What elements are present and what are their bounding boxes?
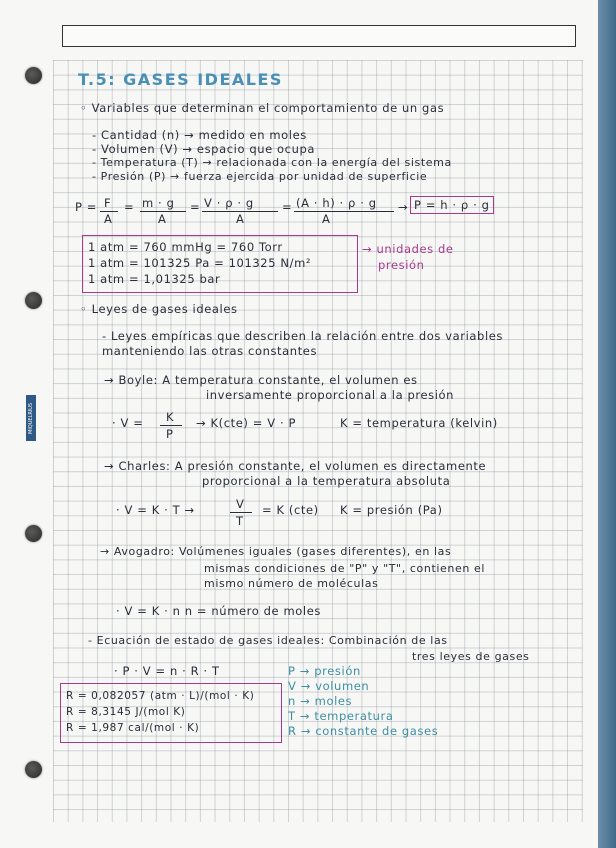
r-value: R = 1,987 cal/(mol · K)	[66, 722, 200, 734]
formula-eq: =	[124, 200, 135, 214]
variable-item: - Temperatura (T) → relacionada con la energía del sistema	[92, 156, 452, 169]
fraction-line	[294, 211, 394, 212]
charles-eq-rest: = K (cte)	[262, 503, 319, 517]
charles-eq-num: V	[236, 497, 245, 511]
page-title: T.5: GASES IDEALES	[78, 70, 283, 89]
charles-eq-den: T	[236, 514, 244, 528]
fraction-line	[230, 512, 252, 513]
header-box	[62, 25, 576, 47]
formula-eq: =	[190, 200, 201, 214]
formula-a: A	[158, 212, 167, 226]
formula-a: A	[236, 212, 245, 226]
section-heading: ◦ Leyes de gases ideales	[80, 302, 238, 316]
binder-hole-icon	[25, 292, 42, 309]
r-value: R = 8,3145 J/(mol K)	[66, 706, 186, 718]
legend-item: T → temperatura	[288, 709, 394, 723]
legend-item: V → volumen	[288, 679, 370, 693]
page-margin-right	[583, 0, 598, 848]
avogadro-text: mismo número de moléculas	[204, 577, 379, 590]
unit-line: 1 atm = 760 mmHg = 760 Torr	[88, 240, 283, 254]
state-eq-text: tres leyes de gases	[412, 650, 530, 663]
formula-arrow: →	[398, 200, 409, 214]
unit-line: 1 atm = 101325 Pa = 101325 N/m²	[88, 256, 312, 270]
boyle-eq-note: K = temperatura (kelvin)	[340, 416, 498, 430]
variable-item: - Cantidad (n) → medido en moles	[92, 128, 307, 142]
variable-item: - Volumen (V) → espacio que ocupa	[92, 142, 316, 156]
boyle-eq-rest: → K(cte) = V · P	[196, 416, 297, 430]
avogadro-text: → Avogadro: Volúmenes iguales (gases diferentes), en las	[100, 545, 452, 558]
formula-a: A	[104, 212, 113, 226]
empirical-text: - Leyes empíricas que describen la relación entre dos variables	[102, 329, 504, 343]
formula-vpg: V · ρ · g	[204, 196, 254, 210]
formula-eq: =	[282, 200, 293, 214]
brand-logo: MIQUELRIUS	[26, 395, 36, 441]
boyle-eq-den: P	[166, 427, 174, 441]
units-label: → unidades de	[362, 242, 454, 256]
intro-text: ◦ Variables que determinan el comportamiento de un gas	[80, 101, 445, 115]
charles-text: → Charles: A presión constante, el volumen es directamente	[104, 459, 487, 473]
boyle-text: inversamente proporcional a la presión	[206, 388, 455, 402]
binder-hole-icon	[25, 761, 42, 778]
formula-p: P =	[75, 200, 98, 214]
avogadro-eq: · V = K · n n = número de moles	[116, 604, 321, 618]
fraction-line	[160, 425, 182, 426]
unit-line: 1 atm = 1,01325 bar	[88, 272, 221, 286]
binder-hole-icon	[25, 525, 42, 542]
page-margin-bottom	[0, 822, 598, 848]
formula-mg: m · g	[142, 196, 175, 210]
charles-eq: · V = K · T →	[116, 503, 195, 517]
units-label: presión	[378, 258, 425, 272]
pressure-result-box: P = h · ρ · g	[410, 196, 494, 214]
legend-item: R → constante de gases	[288, 724, 439, 738]
formula-ahpg: (A · h) · ρ · g	[296, 196, 377, 210]
boyle-text: → Boyle: A temperatura constante, el volumen es	[104, 373, 418, 387]
legend-item: P → presión	[288, 664, 361, 678]
avogadro-text: mismas condiciones de "P" y "T", contienen el	[204, 562, 486, 575]
state-eq-text: - Ecuación de estado de gases ideales: Combinación de las	[88, 634, 448, 647]
r-value: R = 0,082057 (atm · L)/(mol · K)	[66, 690, 255, 702]
boyle-eq: · V =	[112, 416, 144, 430]
page-edge	[598, 0, 616, 848]
legend-item: n → moles	[288, 694, 353, 708]
charles-eq-note: K = presión (Pa)	[340, 503, 443, 517]
charles-text: proporcional a la temperatura absoluta	[202, 474, 451, 488]
empirical-text: manteniendo las otras constantes	[102, 344, 318, 358]
pvnrt-eq: · P · V = n · R · T	[114, 664, 220, 678]
variable-item: - Presión (P) → fuerza ejercida por unidad de superficie	[92, 170, 428, 183]
binder-hole-icon	[25, 67, 42, 84]
boyle-eq-num: K	[166, 410, 175, 424]
formula-f: F	[104, 196, 112, 210]
formula-a: A	[322, 212, 331, 226]
